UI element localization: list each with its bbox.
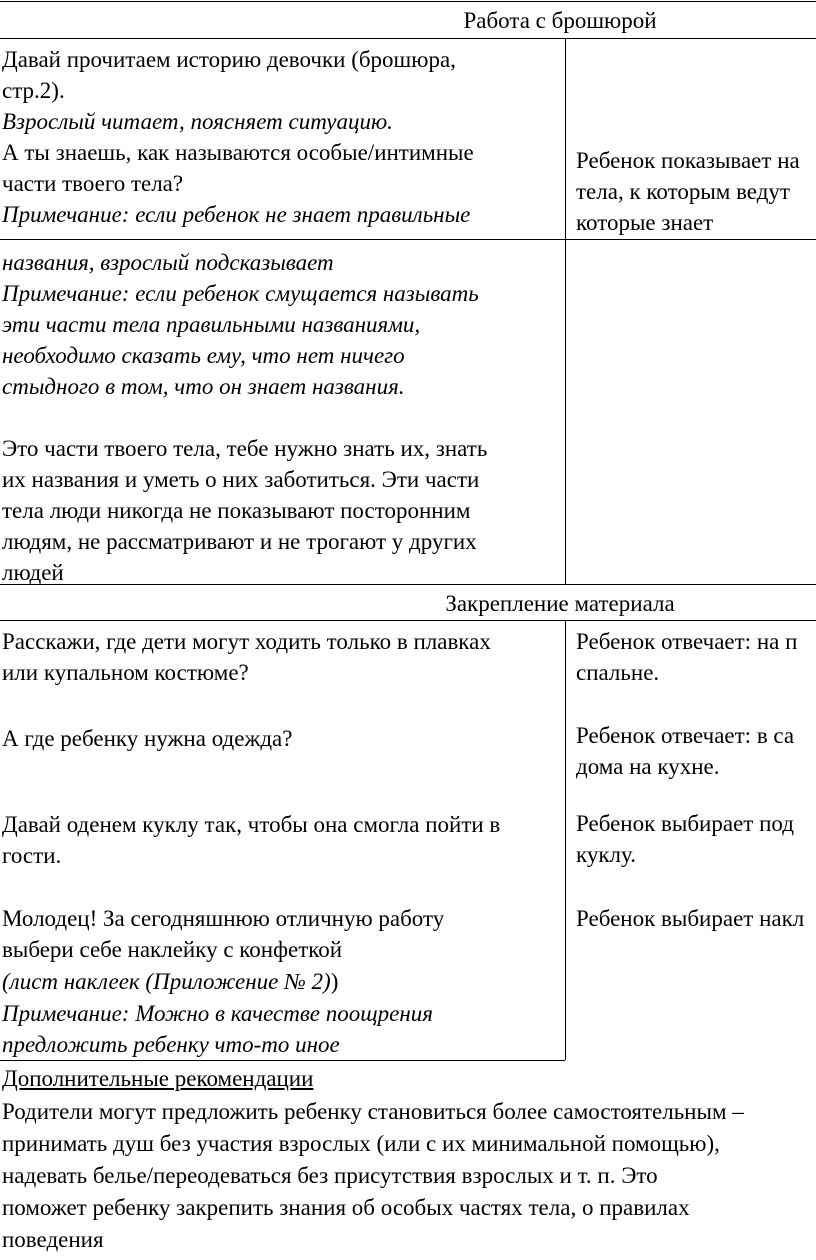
answer-line: Ребенок отвечает: в са [576,723,795,748]
recommendation-line: принимать душ без участия взрослых (или с их минимальной помощью), [2,1131,720,1156]
story-line: части твоего тела? [2,171,184,196]
note-line: Примечание: если ребенок не знает правильные [2,202,471,227]
praise-line: выбери себе наклейку с конфеткой [2,937,343,962]
section2-right-cell [576,621,816,1060]
question-line: гости. [2,843,62,868]
note-line: необходимо сказать ему, что нет ничего [2,343,405,368]
question-line: или купальном костюме? [2,660,249,685]
row1-left-cell [2,44,562,230]
answer-line: Ребенок выбирает накл [576,906,805,931]
section1-column-divider [565,38,566,584]
answer-line: Ребенок выбирает под [576,811,794,836]
story-line: А ты знаешь, как называются особые/интимные [2,140,474,165]
sticker-reference [2,966,338,997]
body-line: тела люди никогда не показывают посторонним [2,498,471,523]
answer-line: дома на кухне. [576,754,720,779]
question-line: А где ребенку нужна одежда? [2,726,293,751]
recommendation-line: Родители могут предложить ребенку становиться более самостоятельным – [2,1099,744,1124]
section1-header-bottom-border [0,38,816,39]
note-line: Взрослый читает, поясняет ситуацию. [2,109,393,134]
answer-line: куклу. [576,842,636,867]
praise-line: Молодец! За сегодняшнюю отличную работу [2,906,445,931]
body-line: людям, не рассматривают и не трогают у других [2,529,477,554]
story-line: Давай прочитаем историю девочки (брошюра, [2,47,456,72]
row2-left-cell [2,247,562,588]
recommendation-line: поведения [2,1227,104,1252]
story-line: стр.2). [2,78,65,103]
section2-header: Закрепление материала [445,591,675,616]
sticker-reference-text: лист наклеек (Приложение № 2) [9,969,331,994]
answer-line: Ребенок отвечает: на п [576,629,798,654]
note-line: стыдного в том, что он знает названия. [2,374,405,399]
row1-right-cell [576,145,816,240]
body-line: людей [2,560,64,585]
note-line: Примечание: если ребенок смущается называть [2,281,479,306]
question-line: Давай оденем куклу так, чтобы она смогла пойти в [2,812,501,837]
body-line: Это части твоего тела, тебе нужно знать их, знать [2,436,488,461]
question-line: Расскажи, где дети могут ходить только в плавках [2,629,491,654]
note-line: эти части тела правильными названиями, [2,312,421,337]
row1-right-line: которые знает [576,210,714,235]
body-line: их названия и уметь о них заботиться. Эти части [2,467,480,492]
recommendations-title: Дополнительные рекомендации [2,1066,314,1091]
table-bottom-border [0,1060,565,1061]
section2-column-divider [565,620,566,1060]
row1-right-line: Ребенок показывает на [576,148,800,173]
note-line: названия, взрослый подсказывает [2,250,334,275]
recommendation-line: поможет ребенку закрепить знания об особых частях тела, о правилах [2,1195,690,1220]
answer-line: спальне. [576,660,660,685]
paren-open: ( [2,969,10,994]
row1-right-line: тела, к которым ведут [576,179,790,204]
paren-close: ) [330,969,339,994]
table-top-border [0,1,816,2]
section1-header: Работа с брошюрой [463,8,657,33]
note-line: Примечание: Можно в качестве поощрения [2,1001,433,1026]
recommendation-line: надевать белье/переодеваться без присутствия взрослых и т. п. Это [2,1163,658,1188]
note-line: предложить ребенку что-то иное [2,1032,340,1057]
